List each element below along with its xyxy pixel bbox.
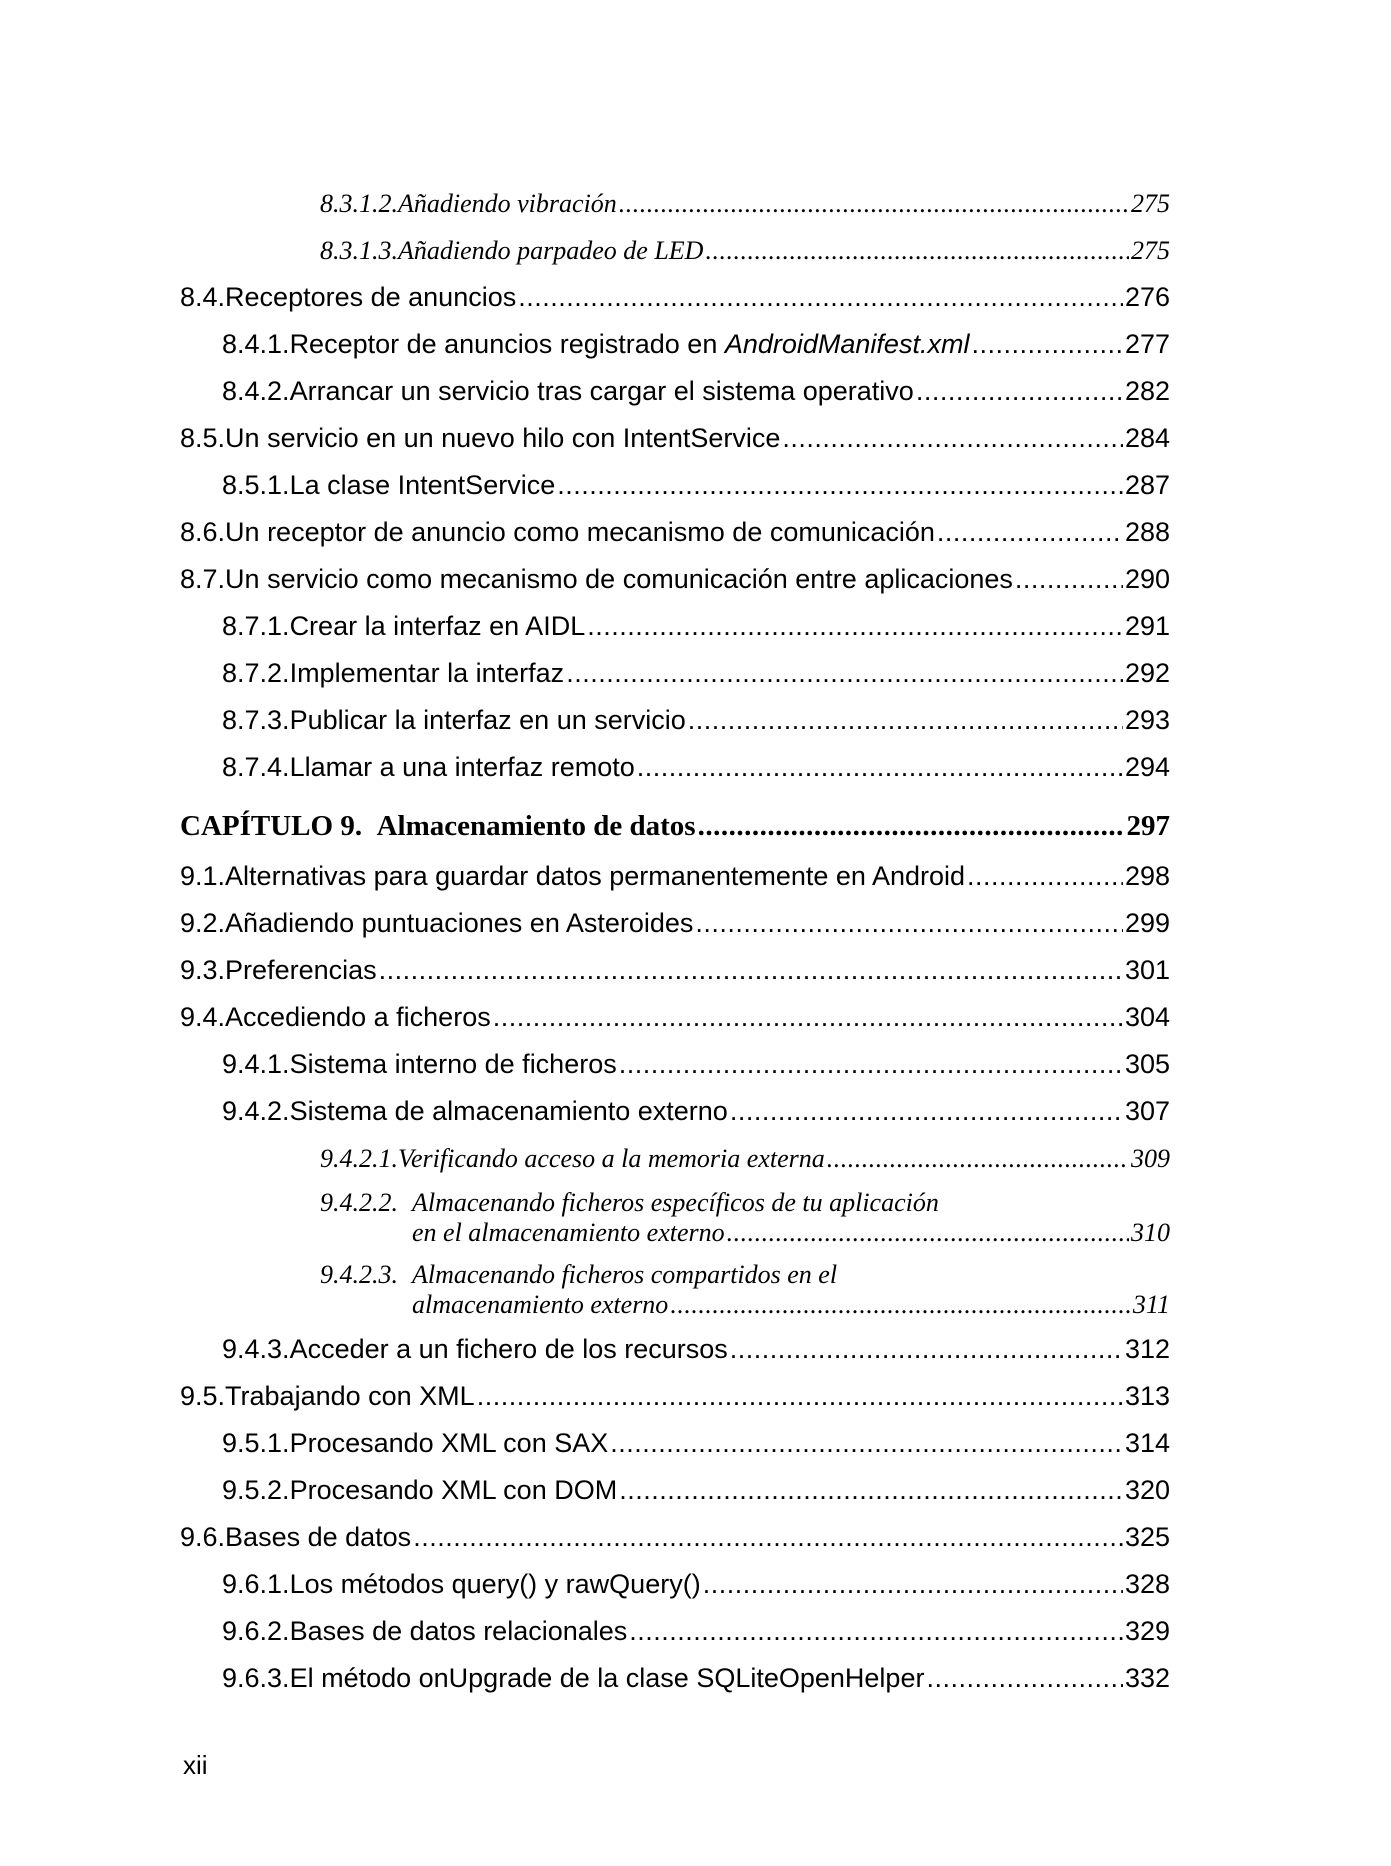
entry-number: 9.4.1. <box>222 1049 290 1079</box>
toc-entry[interactable] <box>180 1514 1170 1561</box>
toc-entry[interactable] <box>180 368 1170 415</box>
entry-title: Publicar la interfaz en un servicio <box>289 705 686 735</box>
toc-entry[interactable] <box>180 1608 1170 1655</box>
toc-entry[interactable] <box>180 227 1170 274</box>
dot-leader <box>1015 556 1123 603</box>
entry-title: Implementar la interfaz <box>289 658 565 688</box>
toc-entry[interactable] <box>180 1655 1170 1702</box>
entry-number: 8.3.1.3. <box>320 236 398 265</box>
toc-entry[interactable] <box>180 1254 1170 1326</box>
toc-entry[interactable] <box>180 274 1170 321</box>
entry-page: 328 <box>1124 1569 1170 1599</box>
entry-page: 293 <box>1124 705 1170 735</box>
entry-page: 294 <box>1124 752 1170 782</box>
entry-page: 320 <box>1124 1475 1170 1505</box>
entry-page: 304 <box>1124 1002 1170 1032</box>
entry-number: 9.4.3. <box>222 1334 290 1364</box>
dot-leader <box>587 603 1123 650</box>
entry-title: Trabajando con XML <box>225 1381 475 1411</box>
dot-leader <box>730 1326 1123 1373</box>
entry-title: Un receptor de anuncio como mecanismo de comunicación <box>225 517 935 547</box>
entry-page: 299 <box>1124 908 1170 938</box>
entry-title: Preferencias <box>225 955 377 985</box>
toc-entry[interactable] <box>180 509 1170 556</box>
entry-number: 9.2. <box>180 908 226 938</box>
entry-number: 9.4.2. <box>222 1096 290 1126</box>
entry-page: 325 <box>1124 1522 1170 1552</box>
toc-entry[interactable] <box>180 994 1170 1041</box>
entry-number: 9.5.1. <box>222 1428 290 1458</box>
chapter-entry[interactable] <box>180 791 1170 853</box>
entry-title: Bases de datos <box>225 1522 412 1552</box>
toc-entry[interactable] <box>180 1041 1170 1088</box>
entry-title-continued: en el almacenamiento externo <box>412 1218 725 1247</box>
dot-leader <box>937 509 1123 556</box>
entry-page: 275 <box>1131 189 1170 218</box>
entry-title: Llamar a una interfaz remoto <box>289 752 635 782</box>
entry-page: 301 <box>1124 955 1170 985</box>
dot-leader <box>782 415 1123 462</box>
entry-title: Procesando XML con SAX <box>289 1428 609 1458</box>
entry-line-2 <box>320 1290 1170 1320</box>
dot-leader <box>477 1373 1123 1420</box>
dot-leader <box>727 1218 1129 1248</box>
entry-page: 275 <box>1131 236 1170 265</box>
entry-number: 9.6.1. <box>222 1569 290 1599</box>
dot-leader <box>629 1608 1123 1655</box>
entry-title: Almacenando ficheros compartidos en el <box>412 1260 838 1289</box>
entry-page: 305 <box>1124 1049 1170 1079</box>
entry-title: Crear la interfaz en AIDL <box>289 611 586 641</box>
entry-title: Accediendo a ficheros <box>225 1002 491 1032</box>
toc-entry[interactable] <box>180 415 1170 462</box>
toc-entry[interactable] <box>180 1326 1170 1373</box>
entry-number: 8.7.2. <box>222 658 290 688</box>
entry-number: 9.6.2. <box>222 1616 290 1646</box>
entry-title-text: Receptor de anuncios registrado en <box>289 329 725 359</box>
entry-number: 8.5.1. <box>222 470 290 500</box>
entry-page: 282 <box>1124 376 1170 406</box>
toc-entry[interactable] <box>180 1135 1170 1182</box>
entry-number: 9.3. <box>180 955 226 985</box>
entry-title: El método onUpgrade de la clase SQLiteOpenHelper <box>289 1663 925 1693</box>
toc-entry[interactable] <box>180 853 1170 900</box>
entry-number: 9.4.2.1. <box>320 1144 398 1173</box>
entry-number: 9.6.3. <box>222 1663 290 1693</box>
dot-leader <box>610 1420 1123 1467</box>
dot-leader <box>698 791 1125 861</box>
toc-entry[interactable] <box>180 1088 1170 1135</box>
entry-number: 8.7.1. <box>222 611 290 641</box>
dot-leader <box>971 321 1122 368</box>
entry-title: La clase IntentService <box>289 470 556 500</box>
page-number-footer: xii <box>183 1750 208 1780</box>
entry-number: 8.7.4. <box>222 752 290 782</box>
entry-number: 9.1. <box>180 861 226 891</box>
dot-leader <box>379 947 1123 994</box>
toc-entry[interactable] <box>180 1182 1170 1254</box>
entry-title: Alternativas para guardar datos permanentemente en Android <box>225 861 966 891</box>
dot-leader <box>688 697 1123 744</box>
toc-entry[interactable] <box>180 900 1170 947</box>
entry-title: Receptores de anuncios <box>225 282 517 312</box>
toc-entry[interactable] <box>180 744 1170 791</box>
dot-leader <box>827 1135 1129 1182</box>
dot-leader <box>619 180 1129 227</box>
entry-title: Arrancar un servicio tras cargar el sistema operativo <box>289 376 914 406</box>
toc-entry[interactable] <box>180 321 1170 368</box>
entry-number: 9.6. <box>180 1522 226 1552</box>
dot-leader <box>566 650 1123 697</box>
entry-number: 8.7. <box>180 564 226 594</box>
toc-entry[interactable] <box>180 1561 1170 1608</box>
entry-page: 287 <box>1124 470 1170 500</box>
entry-title: Añadiendo puntuaciones en Asteroides <box>225 908 694 938</box>
dot-leader <box>967 853 1123 900</box>
table-of-contents <box>180 180 1170 1702</box>
entry-number: 8.6. <box>180 517 226 547</box>
entry-title: Los métodos query() y rawQuery() <box>289 1569 701 1599</box>
entry-line-1 <box>320 1260 1170 1290</box>
dot-leader <box>695 900 1123 947</box>
entry-title: Almacenando ficheros específicos de tu aplicación <box>412 1188 939 1217</box>
entry-title <box>290 321 970 368</box>
entry-number: 9.4. <box>180 1002 226 1032</box>
entry-page: 290 <box>1124 564 1170 594</box>
dot-leader <box>518 274 1123 321</box>
entry-number: 8.5. <box>180 423 226 453</box>
entry-page: 276 <box>1124 282 1170 312</box>
dot-leader <box>557 462 1123 509</box>
entry-page: 311 <box>1132 1290 1170 1319</box>
dot-leader <box>637 744 1123 791</box>
toc-entry[interactable] <box>180 1373 1170 1420</box>
entry-number: 8.7.3. <box>222 705 290 735</box>
entry-title: Sistema de almacenamiento externo <box>289 1096 728 1126</box>
chapter-title: Almacenamiento de datos <box>376 810 696 842</box>
entry-page: 332 <box>1124 1663 1170 1693</box>
entry-number: 8.4.1. <box>222 329 290 359</box>
entry-title-continued: almacenamiento externo <box>412 1290 669 1319</box>
dot-leader <box>916 368 1123 415</box>
toc-entry[interactable] <box>180 462 1170 509</box>
toc-entry[interactable] <box>180 603 1170 650</box>
entry-page: 310 <box>1131 1218 1170 1247</box>
entry-page: 307 <box>1124 1096 1170 1126</box>
entry-line-2 <box>320 1218 1170 1248</box>
dot-leader <box>730 1088 1123 1135</box>
dot-leader <box>926 1655 1122 1702</box>
toc-entry[interactable] <box>180 1420 1170 1467</box>
entry-page: 329 <box>1124 1616 1170 1646</box>
dot-leader <box>703 1561 1123 1608</box>
entry-number: 8.4.2. <box>222 376 290 406</box>
dot-leader <box>619 1041 1123 1088</box>
entry-page: 288 <box>1124 517 1170 547</box>
entry-title: Un servicio como mecanismo de comunicación entre aplicaciones <box>225 564 1013 594</box>
entry-page: 313 <box>1124 1381 1170 1411</box>
entry-number: 9.5.2. <box>222 1475 290 1505</box>
chapter-label: CAPÍTULO 9. <box>180 810 363 842</box>
entry-number: 9.5. <box>180 1381 226 1411</box>
toc-entry[interactable] <box>180 947 1170 994</box>
entry-title: Bases de datos relacionales <box>289 1616 628 1646</box>
toc-entry[interactable] <box>180 1467 1170 1514</box>
entry-title: Acceder a un fichero de los recursos <box>289 1334 728 1364</box>
entry-title: Verificando acceso a la memoria externa <box>398 1144 825 1173</box>
entry-title: Añadiendo vibración <box>398 189 617 218</box>
toc-entry[interactable] <box>180 180 1170 227</box>
toc-entry[interactable] <box>180 697 1170 744</box>
entry-title: Sistema interno de ficheros <box>289 1049 617 1079</box>
dot-leader <box>705 227 1129 274</box>
toc-entry[interactable] <box>180 650 1170 697</box>
entry-page: 312 <box>1124 1334 1170 1364</box>
entry-number: 8.3.1.2. <box>320 189 398 218</box>
chapter-page: 297 <box>1126 810 1170 842</box>
entry-page: 314 <box>1124 1428 1170 1458</box>
entry-title: Un servicio en un nuevo hilo con IntentService <box>225 423 781 453</box>
entry-title-emphasis: AndroidManifest.xml <box>724 329 970 359</box>
chapter-heading <box>180 791 696 861</box>
entry-page: 292 <box>1124 658 1170 688</box>
entry-page: 309 <box>1131 1144 1170 1173</box>
entry-title: Añadiendo parpadeo de LED <box>398 236 704 265</box>
entry-number: 9.4.2.3. <box>320 1260 398 1289</box>
toc-entry[interactable] <box>180 556 1170 603</box>
entry-number: 8.4. <box>180 282 226 312</box>
dot-leader <box>493 994 1123 1041</box>
entry-line-1 <box>320 1188 1170 1218</box>
entry-page: 277 <box>1124 329 1170 359</box>
dot-leader <box>413 1514 1123 1561</box>
entry-page: 291 <box>1124 611 1170 641</box>
entry-page: 284 <box>1124 423 1170 453</box>
dot-leader <box>670 1290 1131 1320</box>
entry-number: 9.4.2.2. <box>320 1188 398 1217</box>
entry-page: 298 <box>1124 861 1170 891</box>
entry-title: Procesando XML con DOM <box>289 1475 618 1505</box>
dot-leader <box>619 1467 1123 1514</box>
